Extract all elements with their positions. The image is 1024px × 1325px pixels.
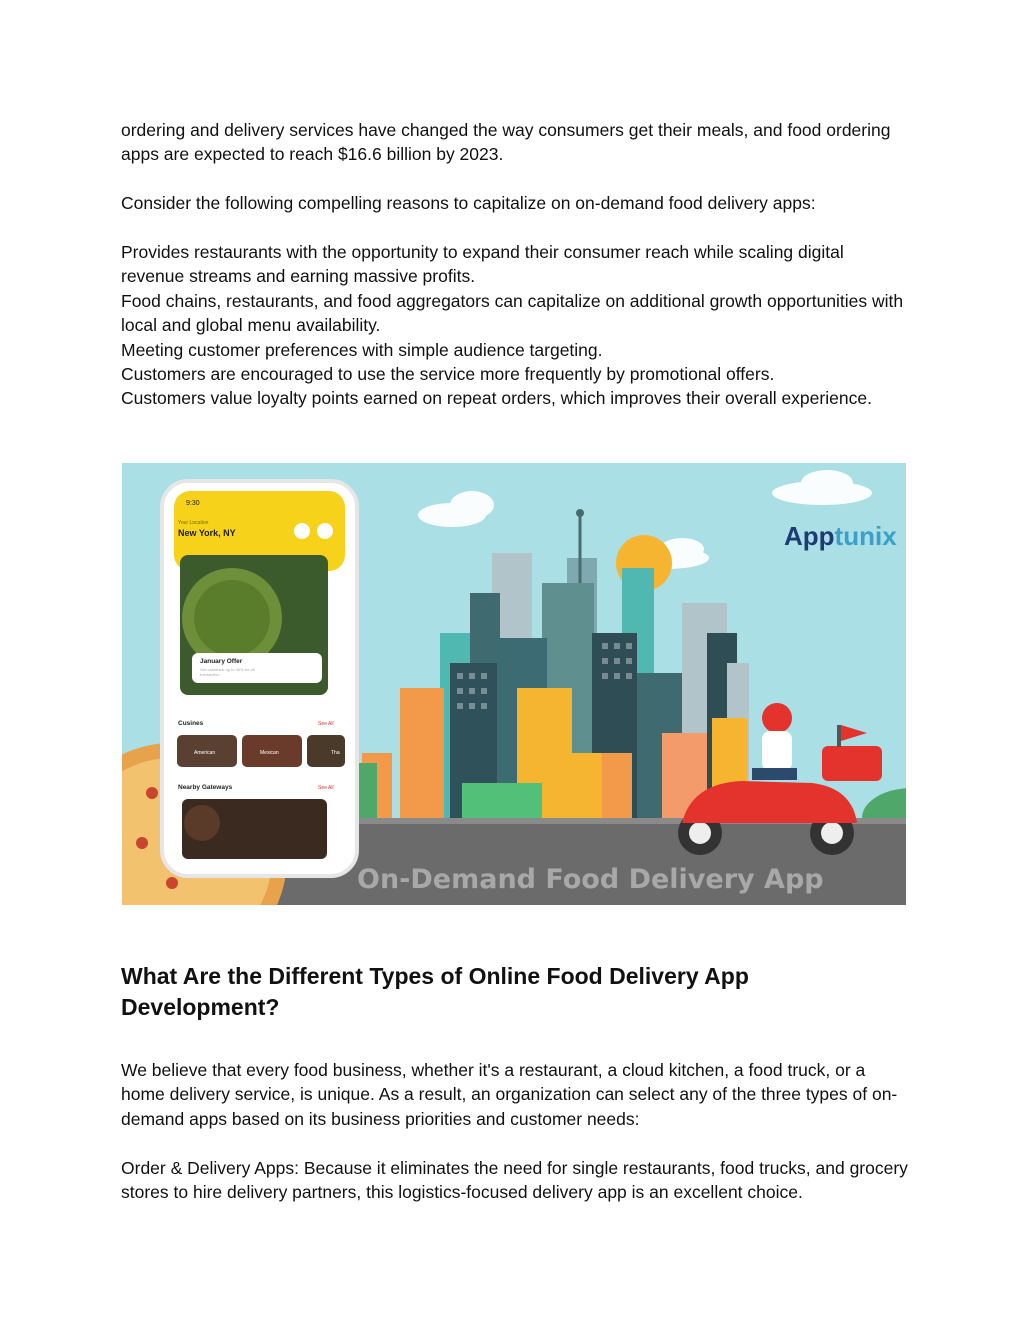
- brand-logo-prefix: App: [784, 521, 835, 551]
- banner-caption: On-Demand Food Delivery App: [357, 864, 824, 895]
- reason-item: Food chains, restaurants, and food aggregators can capitalize on additional growth opportunities with local and global menu availability.: [121, 290, 904, 336]
- phone-offer-sub2: transaction: [200, 672, 220, 677]
- section-paragraph: Order & Delivery Apps: Because it eliminates the need for single restaurants, food trucks, and grocery stores to hire delivery partners, this logistics-focused delivery app is an excellent choice.: [121, 1157, 908, 1203]
- phone-location: New York, NY: [178, 528, 236, 538]
- phone-cuisines-label: Cusines: [178, 720, 204, 727]
- document-bottom: [121, 961, 911, 1204]
- reason-item: Provides restaurants with the opportunity to expand their consumer reach while scaling digital revenue streams and earning massive profits.: [121, 242, 844, 287]
- reason-item: Customers are encouraged to use the service more frequently by promotional offers.: [121, 364, 775, 385]
- phone-cuisine-item: American: [194, 750, 216, 756]
- brand-logo-suffix: tunix: [834, 521, 897, 551]
- phone-offer-sub1: Get cashback up to 40% for all: [200, 667, 255, 672]
- reason-item: Meeting customer preferences with simple audience targeting.: [121, 339, 603, 360]
- phone-time: 9:30: [186, 500, 200, 507]
- reason-item: Customers value loyalty points earned on repeat orders, which improves their overall experience.: [121, 388, 872, 409]
- phone-location-label: Your Location: [178, 520, 209, 526]
- intro-paragraph: ordering and delivery services have changed the way consumers get their meals, and food ordering apps are expected to reach $16.6 billion by 2023.: [121, 120, 891, 165]
- phone-profile-icon: [317, 523, 333, 539]
- svg-text:Apptunix: [784, 521, 897, 551]
- phone-cuisine-item: Tha: [331, 750, 340, 756]
- phone-offer-title: January Offer: [200, 658, 243, 665]
- document-top: [121, 118, 911, 411]
- section-paragraph: We believe that every food business, whether it's a restaurant, a cloud kitchen, a food truck, or a home delivery service, is unique. As a result, an organization can select any of the three types of on-demand apps based on its business priorities and customer needs:: [121, 1060, 898, 1129]
- reasons-intro: Consider the following compelling reasons to capitalize on on-demand food delivery apps:: [121, 193, 816, 214]
- phone-see-all: See All: [318, 785, 334, 791]
- section-heading: What Are the Different Types of Online Food Delivery App Development?: [121, 963, 749, 1020]
- phone-see-all: See All: [318, 721, 334, 727]
- promo-banner-image: [122, 463, 906, 905]
- phone-search-icon: [294, 523, 310, 539]
- phone-nearby-label: Nearby Gateways: [178, 784, 233, 791]
- phone-cuisine-item: Mexican: [260, 750, 279, 756]
